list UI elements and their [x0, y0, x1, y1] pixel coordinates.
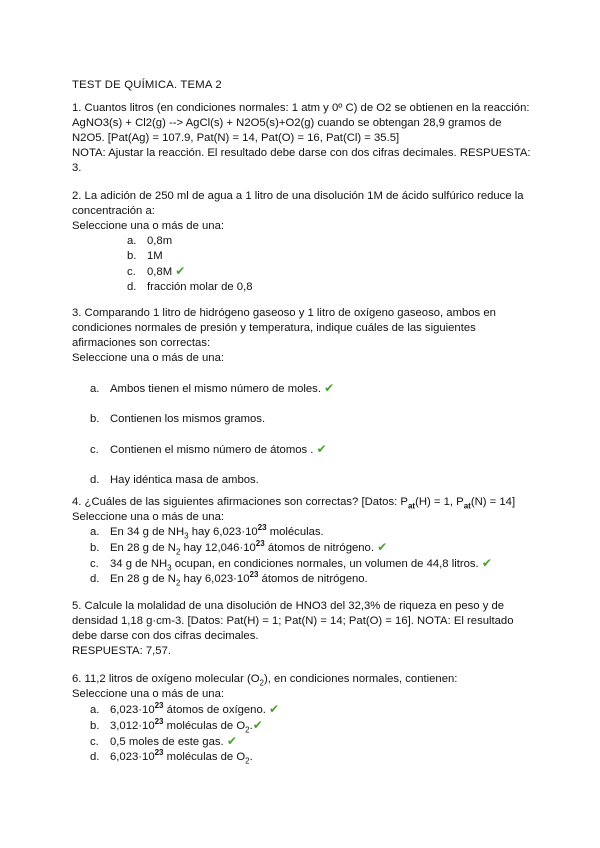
- option-c: c. 0,5 moles de este gas. ✔: [90, 734, 237, 748]
- question-5: [72, 599, 532, 659]
- answer-line: RESPUESTA: 7,57.: [72, 645, 171, 657]
- check-icon: ✔: [226, 734, 237, 748]
- question-line: 6. 11,2 litros de oxígeno molecular $(O_2)$, en condiciones normales, contienen:: [72, 673, 458, 688]
- question-line: AgNO3(s) + Cl2(g) --> AgCl(s) + N2O5(s)+O2(g) cuando se obtengan 28,9 gramos de: [72, 117, 502, 129]
- option-a: a. Ambos tienen el mismo número de moles. ✔: [90, 381, 335, 395]
- option-b: b. Contienen los mismos gramos.: [90, 413, 266, 425]
- question-4: [72, 495, 532, 587]
- check-icon: ✔: [316, 442, 327, 456]
- check-icon: ✔: [324, 381, 335, 395]
- question-line: densidad 1,18 g·cm-3. [Datos: Pat(H) = 1; Pat(N) = 14; Pat(O) = 16]. NOTA: El resultado: [72, 615, 514, 627]
- select-instruction: Seleccione una o más de una:: [72, 511, 224, 523]
- option-b: b. 1M: [127, 250, 163, 262]
- question-line: concentración a:: [72, 205, 155, 217]
- question-line: debe darse con dos cifras decimales.: [72, 630, 259, 642]
- question-line: 2. La adición de 250 ml de agua a 1 litro de una disolución 1M de ácido sulfúrico reduce la: [72, 190, 524, 202]
- select-instruction: Seleccione una o más de una:: [72, 688, 224, 700]
- question-6: [72, 672, 532, 765]
- check-icon: ✔: [377, 540, 388, 554]
- question-2: [72, 189, 532, 295]
- option-a: a. $6,023\cdot 10^{23}$ átomos de oxígeno. ✔: [90, 701, 280, 716]
- check-icon: ✔: [481, 556, 492, 570]
- option-c: c. Contienen el mismo número de átomos . ✔: [90, 442, 327, 456]
- option-c: c. 0,8M ✔: [127, 264, 186, 278]
- question-line: 3. Comparando 1 litro de hidrógeno gaseoso y 1 litro de oxígeno gaseoso, ambos en: [72, 307, 496, 319]
- check-icon: ✔: [269, 702, 280, 716]
- select-instruction: Seleccione una o más de una:: [72, 352, 224, 364]
- question-line: N2O5. [Pat(Ag) = 107.9, Pat(N) = 14, Pat(O) = 16, Pat(Cl) = 35.5]: [72, 132, 400, 144]
- question-3: [72, 306, 532, 488]
- option-d: d. Hay idéntica masa de ambos.: [90, 474, 259, 486]
- select-instruction: Seleccione una o más de una:: [72, 220, 224, 232]
- answer-line: 3.: [72, 162, 82, 174]
- option-b: b. $3,012\cdot 10^{23}$ moléculas de $O_2.✔$: [90, 717, 263, 735]
- question-line: 4. ¿Cuáles de las siguientes afirmaciones son correctas? [Datos: $P_{at}(H) = 1$, $P_{at}(N) = 14$]: [72, 496, 516, 511]
- page-title: TEST DE QUÍMICA. TEMA 2: [72, 79, 222, 91]
- question-line: condiciones normales de presión y temperatura, indique cuáles de las siguientes: [72, 322, 476, 334]
- option-d: d. fracción molar de 0,8: [127, 281, 253, 293]
- question-line: 1. Cuantos litros (en condiciones normales: 1 atm y 0º C) de O2 se obtienen en la reacción:: [72, 102, 530, 114]
- options-list: [72, 525, 532, 587]
- option-d: d. $6,023\cdot 10^{23}$ moléculas de $O_2$.: [90, 748, 253, 766]
- question-1: [72, 101, 532, 176]
- options-list: [72, 234, 532, 295]
- options-list: [72, 702, 532, 765]
- question-line: 5. Calcule la molalidad de una disolución de HNO3 del 32,3% de riqueza en peso y de: [72, 600, 505, 612]
- check-icon: ✔: [252, 718, 263, 732]
- option-c: c. 34 g de $NH_3$ ocupan, en condiciones normales, un volumen de 44,8 litros. ✔: [90, 556, 492, 573]
- option-b: b. En 28 g de $N_2$ hay $12,046\cdot 10^{23}$ átomos de nitrógeno. ✔: [90, 539, 388, 557]
- option-d: d. En 28 g de $N_2$ hay $6,023\cdot 10^{23}$ átomos de nitrógeno.: [90, 570, 368, 588]
- options-list: [72, 381, 532, 488]
- check-icon: ✔: [175, 264, 186, 278]
- option-a: a. En 34 g de $NH_3$ hay $6,023\cdot 10^{23}$ moléculas.: [90, 523, 324, 541]
- option-a: a. 0,8m: [127, 235, 173, 247]
- question-line: afirmaciones son correctas:: [72, 337, 211, 349]
- question-line: NOTA: Ajustar la reacción. El resultado debe darse con dos cifras decimales. RESPUESTA:: [72, 147, 531, 159]
